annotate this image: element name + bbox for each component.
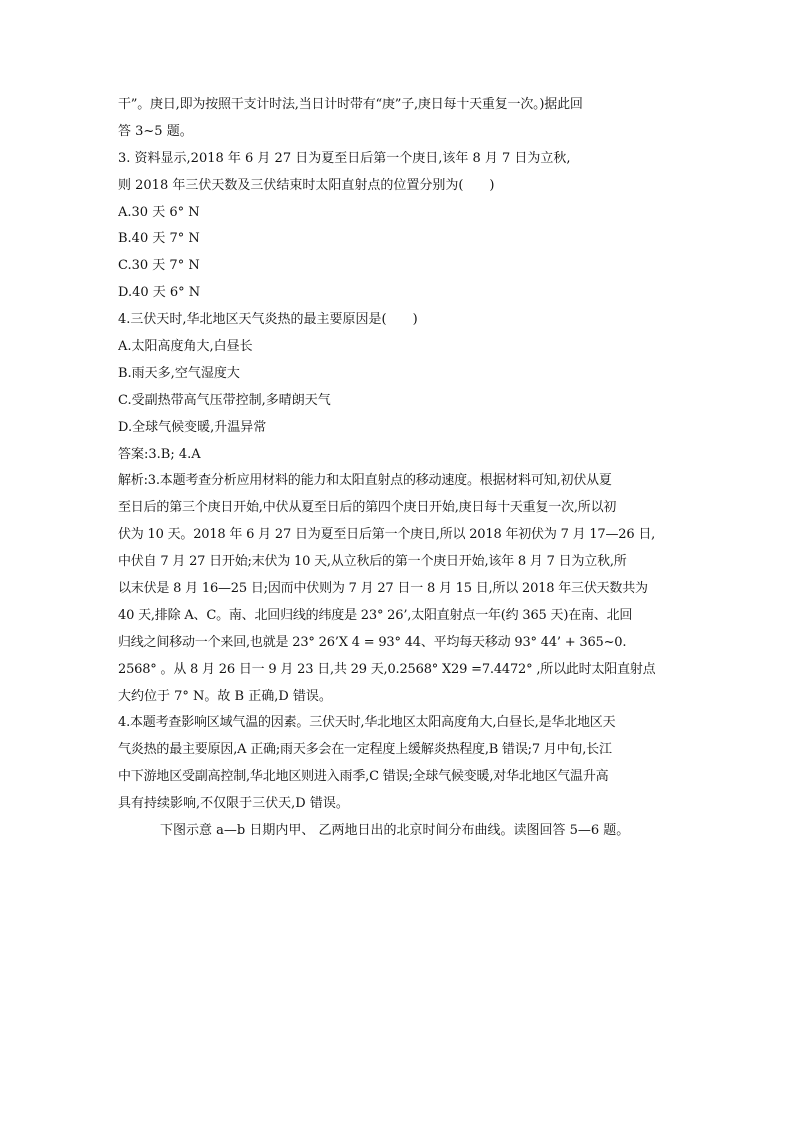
answer-line: 答案:3.B; 4.A xyxy=(118,446,201,462)
question-4-option-b: B.雨天多,空气湿度大 xyxy=(118,365,240,381)
analysis-3-line-7: 归线之间移动一个来回,也就是 23° 26’X 4 = 93° 44、平均每天移动 93° 44’ + 365~0. xyxy=(118,634,627,650)
question-4-stem: 4.三伏天时,华北地区天气炎热的最主要原因是( ) xyxy=(118,312,418,328)
analysis-3-line-5: 以末伏是 8 月 16—25 日;因而中伏则为 7 月 27 日一 8 月 15 日,所以 2018 年三伏天数共为 xyxy=(118,581,648,597)
analysis-3-line-9: 大约位于 7° N。故 B 正确,D 错误。 xyxy=(118,688,332,704)
analysis-4-line-2: 气炎热的最主要原因,A 正确;雨天多会在一定程度上缓解炎热程度,B 错误;7 月中旬,长江 xyxy=(118,742,612,758)
question-3-stem-line-2: 则 2018 年三伏天数及三伏结束时太阳直射点的位置分别为( ) xyxy=(118,177,495,193)
analysis-3-line-2: 至日后的第三个庚日开始,中伏从夏至日后的第四个庚日开始,庚日每十天重复一次,所以初 xyxy=(118,500,617,516)
analysis-4-line-1: 4.本题考查影响区域气温的因素。三伏天时,华北地区太阳高度角大,白昼长,是华北地区天 xyxy=(118,715,616,731)
question-3-stem-line-1: 3. 资料显示,2018 年 6 月 27 日为夏至日后第一个庚日,该年 8 月 7 日为立秋, xyxy=(118,150,571,166)
analysis-3-line-6: 40 天,排除 A、C。南、北回归线的纬度是 23° 26’,太阳直射点一年(约 365 天)在南、北回 xyxy=(118,607,633,623)
analysis-3-line-8: 2568° 。从 8 月 26 日一 9 月 23 日,共 29 天,0.2568° X29 =7.4472° ,所以此时太阳直射点 xyxy=(118,661,656,677)
analysis-3-line-4: 中伏自 7 月 27 日开始;末伏为 10 天,从立秋后的第一个庚日开始,该年 8 月 7 日为立秋,所 xyxy=(118,554,627,570)
analysis-4-line-4: 具有持续影响,不仅限于三伏天,D 错误。 xyxy=(118,796,349,812)
analysis-4-line-3: 中下游地区受副高控制,华北地区则进入雨季,C 错误;全球气候变暖,对华北地区气温升高 xyxy=(118,769,609,785)
question-4-option-d: D.全球气候变暖,升温异常 xyxy=(118,419,267,435)
intro-line-1: 干”。庚日,即为按照干支计时法,当日计时带有“庚”子,庚日每十天重复一次。)据此回 xyxy=(118,97,583,112)
question-3-option-d: D.40 天 6° N xyxy=(118,285,201,301)
question-3-option-a: A.30 天 6° N xyxy=(118,204,200,220)
question-3-option-c: C.30 天 7° N xyxy=(118,258,200,274)
analysis-3-line-1: 解析:3.本题考查分析应用材料的能力和太阳直射点的移动速度。根据材料可知,初伏从夏 xyxy=(118,473,612,489)
question-3-option-b: B.40 天 7° N xyxy=(118,231,200,247)
question-4-option-a: A.太阳高度角大,白昼长 xyxy=(118,339,253,355)
analysis-3-line-3: 伏为 10 天。2018 年 6 月 27 日为夏至日后第一个庚日,所以 2018 年初伏为 7 月 17—26 日, xyxy=(118,527,656,543)
next-question-intro: 下图示意 a—b 日期内甲、 乙两地日出的北京时间分布曲线。读图回答 5—6 题。 xyxy=(160,823,630,839)
question-4-option-c: C.受副热带高气压带控制,多晴朗天气 xyxy=(118,392,331,408)
page-content xyxy=(118,92,678,845)
intro-line-2: 答 3~5 题。 xyxy=(118,123,193,139)
